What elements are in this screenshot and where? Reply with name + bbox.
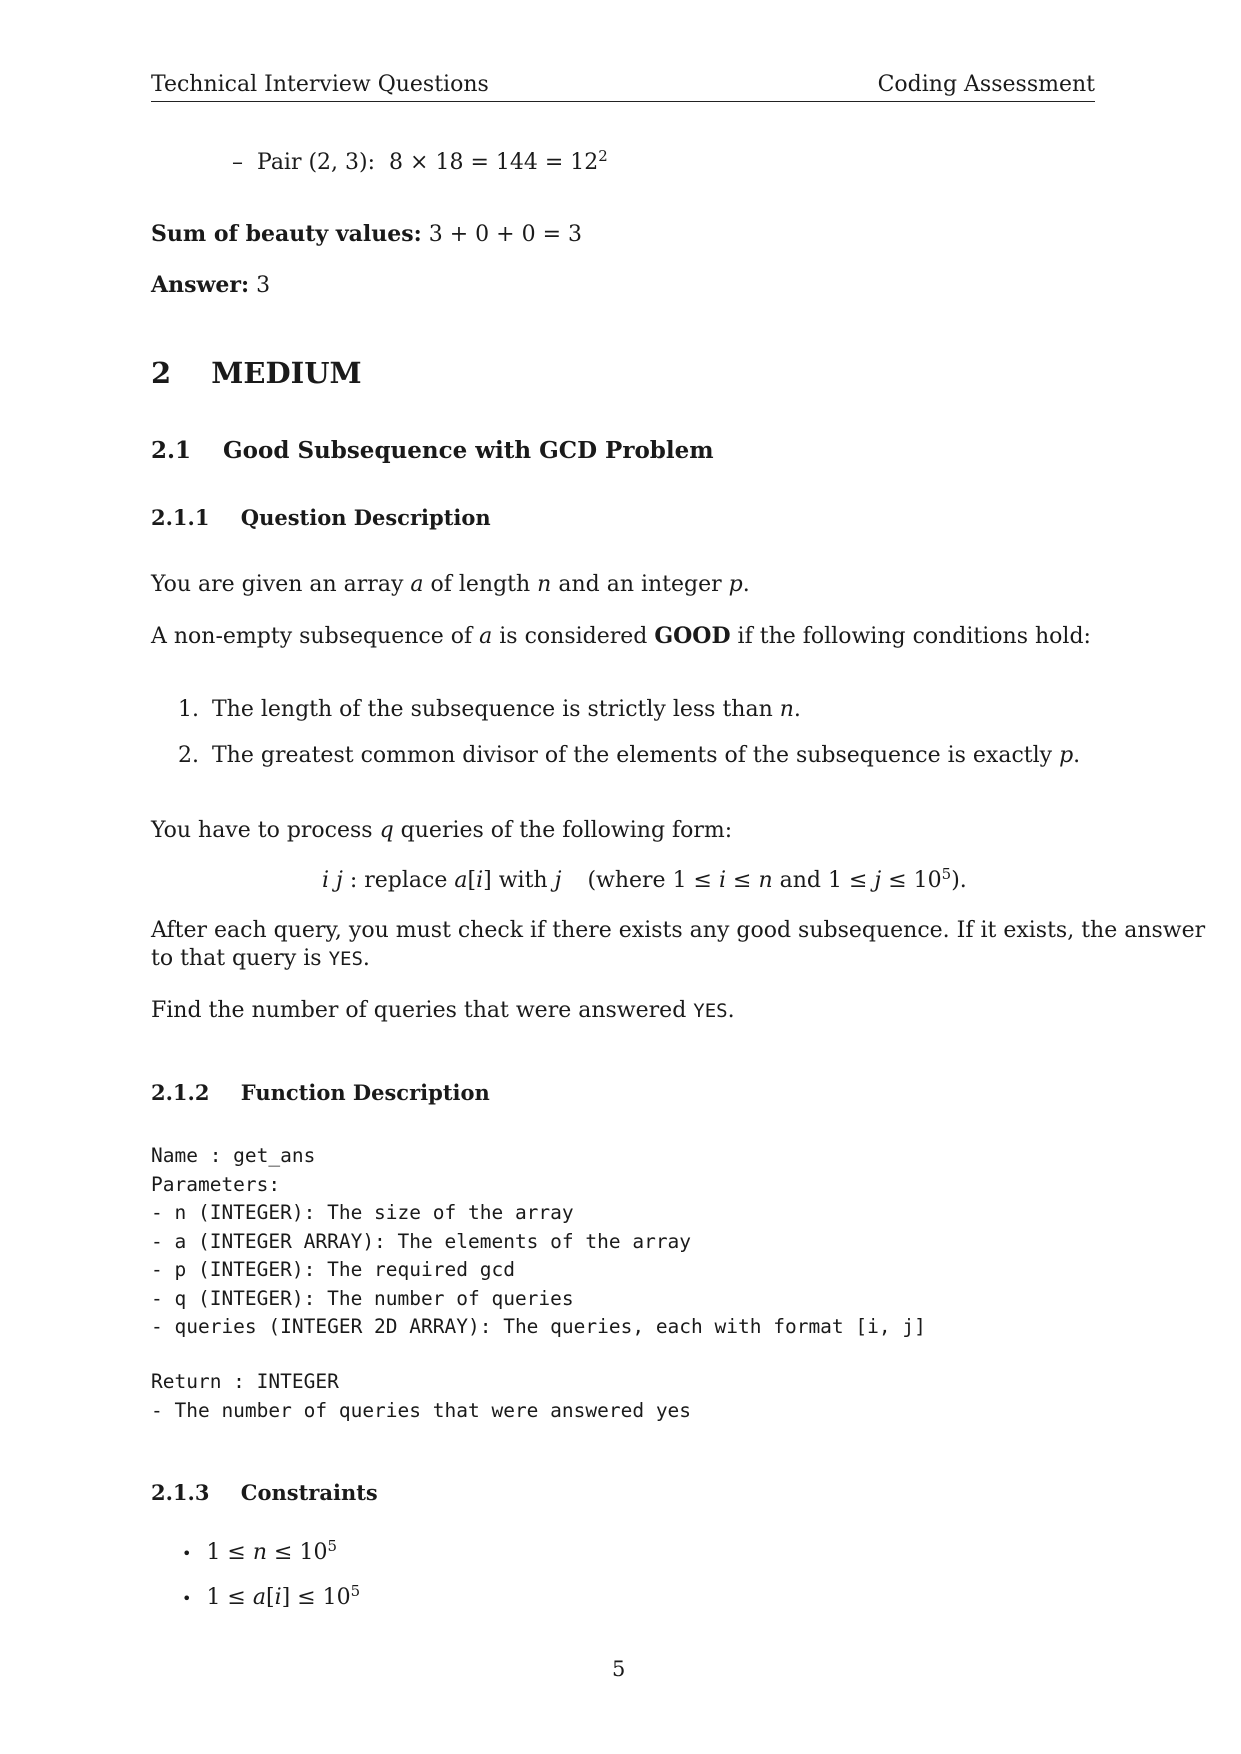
queries-intro: You have to process q queries of the following form: — [151, 818, 733, 843]
code-line: - queries (INTEGER 2D ARRAY): The queries, each with format [i, j] — [151, 1315, 926, 1338]
after-line-1: After each query, you must check if there exists any good subsequence. If it exists, the answer — [151, 918, 1206, 943]
dash: – — [232, 150, 243, 175]
question-number: 2.1.1 — [151, 505, 210, 530]
header-right: Coding Assessment — [877, 72, 1095, 97]
bullet-icon: • — [182, 1589, 192, 1608]
pair-expr-exp: 2 — [598, 146, 608, 165]
constraint-item-1: • $1 \le n \le 10^5$ — [182, 1536, 337, 1565]
function-code-block — [151, 1142, 926, 1342]
code-line: - The number of queries that were answered yes — [151, 1398, 692, 1422]
pair-line — [232, 146, 608, 175]
after-line-2: to that query is YES. — [151, 946, 370, 971]
find-line: Find the number of queries that were answered YES. — [151, 998, 735, 1023]
condition-number: 1. — [178, 697, 199, 722]
constraints-number: 2.1.3 — [151, 1480, 210, 1505]
question-heading — [151, 505, 491, 530]
good-keyword: GOOD — [654, 623, 731, 649]
code-line: Name : get_ans — [151, 1144, 316, 1167]
subsection-heading — [151, 437, 714, 464]
return-code-block — [151, 1368, 691, 1425]
constraint-item-2: • $1 \le a[i] \le 10^5$ — [182, 1581, 361, 1610]
condition-item-1: 1. The length of the subsequence is strictly less than n. — [178, 697, 801, 722]
function-number: 2.1.2 — [151, 1080, 210, 1105]
code-line: - a (INTEGER ARRAY): The elements of the array — [151, 1229, 692, 1253]
section-heading — [151, 356, 362, 390]
section-number: 2 — [151, 356, 172, 390]
condition-item-2: 2. The greatest common divisor of the elements of the subsequence is exactly p. — [178, 743, 1081, 768]
sum-label: Sum of beauty values: — [151, 221, 422, 247]
section-title: MEDIUM — [211, 356, 362, 390]
constraints-title: Constraints — [240, 1480, 378, 1505]
header-rule — [151, 101, 1095, 102]
header-left: Technical Interview Questions — [151, 72, 489, 97]
page-number: 5 — [612, 1657, 626, 1681]
answer-line — [151, 272, 270, 298]
code-line: - n (INTEGER): The size of the array — [151, 1201, 574, 1224]
query-formula: i j : replace a[i] with j (where 1 ≤ i ≤ n and $1 \le j \le 10^5$). — [322, 864, 967, 893]
pair-expr: 8 × 18 = 144 = 12 — [389, 150, 599, 175]
function-title: Function Description — [240, 1080, 490, 1105]
answer-label: Answer: — [151, 272, 250, 298]
yes-keyword: YES — [693, 1000, 728, 1022]
question-line-1: You are given an array a of length n and an integer p. — [151, 572, 750, 597]
subsection-title: Good Subsequence with GCD Problem — [223, 437, 714, 464]
condition-number: 2. — [178, 743, 199, 768]
constraints-heading — [151, 1480, 378, 1505]
code-line: - q (INTEGER): The number of queries — [151, 1286, 574, 1310]
pair-label: Pair (2, 3): — [257, 150, 376, 175]
code-line: Parameters: — [151, 1172, 281, 1196]
question-line-2: A non-empty subsequence of a is considered GOOD if the following conditions hold: — [151, 623, 1091, 649]
bullet-icon: • — [182, 1544, 192, 1563]
question-title: Question Description — [240, 505, 491, 530]
sum-line — [151, 221, 582, 247]
function-heading — [151, 1080, 490, 1105]
yes-keyword: YES — [328, 948, 363, 970]
answer-value: 3 — [256, 273, 271, 298]
code-line: Return : INTEGER — [151, 1370, 339, 1393]
code-line: - p (INTEGER): The required gcd — [151, 1258, 515, 1281]
subsection-number: 2.1 — [151, 437, 192, 464]
sum-expr: 3 + 0 + 0 = 3 — [428, 222, 582, 247]
